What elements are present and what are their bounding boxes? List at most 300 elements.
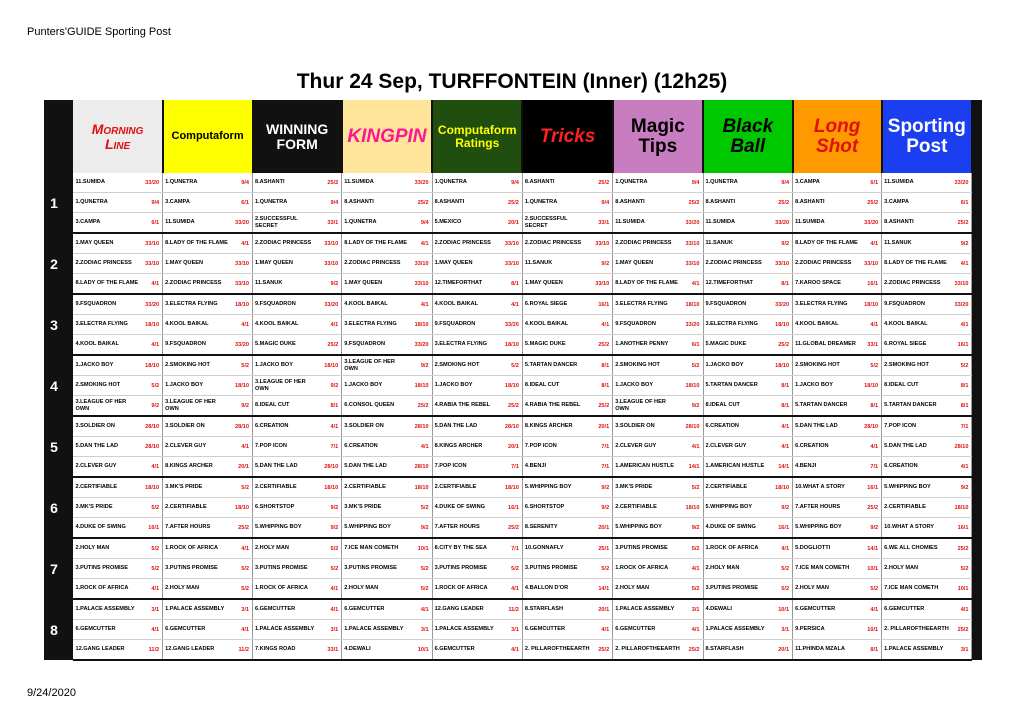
position-marker — [64, 457, 73, 478]
odds: 5/2 — [682, 538, 703, 559]
horse-name: 1.QUNETRA — [703, 173, 772, 193]
horse-name: 5.MAGIC DUKE — [703, 335, 772, 356]
horse-name: 6.CREATION — [882, 457, 952, 478]
horse-name: 3.LEAGUE OF HER OWN — [163, 396, 232, 417]
odds: 16/1 — [951, 335, 972, 356]
column-header-line1: Computaform — [171, 129, 244, 142]
horse-name: 2. PILLAROFTHEEARTH — [613, 640, 683, 661]
odds: 25/2 — [772, 193, 793, 213]
edge-cell — [972, 599, 982, 620]
horse-name: 4.BENJI — [793, 457, 861, 478]
horse-name: 12.TIMEFORTHAT — [432, 274, 501, 295]
edge-cell — [972, 620, 982, 640]
horse-name: 7.POP ICON — [522, 437, 592, 457]
horse-name: 9.PERSICA — [793, 620, 861, 640]
odds: 10/1 — [951, 579, 972, 600]
odds: 4/1 — [321, 416, 342, 437]
column-header — [522, 100, 612, 173]
odds: 9/2 — [772, 498, 793, 518]
edge-cell — [972, 193, 982, 213]
horse-name: 5.WHIPPING BOY — [882, 477, 952, 498]
horse-name: 6.GEMCUTTER — [613, 620, 683, 640]
column-header-line1: Computaform — [437, 122, 517, 137]
position-marker — [64, 396, 73, 417]
odds: 9/2 — [951, 477, 972, 498]
column-header — [793, 100, 882, 173]
horse-name: 2.ZODIAC PRINCESS — [703, 254, 772, 274]
horse-name: 9.FSQUADRON — [613, 315, 683, 335]
horse-name: 2. PILLAROFTHEEARTH — [522, 640, 592, 661]
horse-name: 3.ELECTRA FLYING — [163, 294, 232, 315]
horse-name: 8.IDEAL CUT — [522, 376, 592, 396]
odds: 6/1 — [232, 193, 253, 213]
odds: 33/10 — [592, 233, 613, 254]
horse-name: 11.SANUK — [522, 254, 592, 274]
odds: 5/2 — [861, 355, 882, 376]
horse-name: 2.CLEVER GUY — [613, 437, 683, 457]
odds: 9/2 — [321, 518, 342, 539]
horse-name: 2.HOLY MAN — [253, 538, 321, 559]
odds: 33/10 — [232, 254, 253, 274]
horse-name: 3.SOLDIER ON — [73, 416, 141, 437]
horse-name: 9.FSQUADRON — [163, 335, 232, 356]
column-header-line1: Magic — [630, 115, 685, 137]
table-row — [44, 599, 982, 620]
odds: 5/2 — [232, 477, 253, 498]
column-header-line1: Tricks — [539, 125, 596, 147]
race-number: 5 — [44, 416, 64, 477]
position-marker — [64, 437, 73, 457]
horse-name: 1.PALACE ASSEMBLY — [882, 640, 952, 661]
horse-name: 3.PUTINS PROMISE — [253, 559, 321, 579]
odds: 33/10 — [411, 254, 432, 274]
horse-name: 8.LADY OF THE FLAME — [882, 254, 952, 274]
horse-name: 1.MAY QUEEN — [432, 254, 501, 274]
horse-name: 1.ROCK OF AFRICA — [613, 559, 683, 579]
odds: 28/10 — [951, 437, 972, 457]
race-number: 3 — [44, 294, 64, 355]
odds: 20/1 — [232, 457, 253, 478]
horse-name: 5.MEXICO — [432, 213, 501, 234]
horse-name: 8.IDEAL CUT — [703, 396, 772, 417]
edge-cell — [972, 579, 982, 600]
horse-name: 1.ROCK OF AFRICA — [703, 538, 772, 559]
odds: 4/1 — [502, 294, 523, 315]
odds: 33/10 — [502, 233, 523, 254]
edge-cell — [972, 416, 982, 437]
edge-cell — [972, 355, 982, 376]
horse-name: 2.CERTIFIABLE — [342, 477, 411, 498]
horse-name: 7.KAROO SPACE — [793, 274, 861, 295]
odds: 6/1 — [951, 193, 972, 213]
horse-name: 3.SOLDIER ON — [163, 416, 232, 437]
horse-name: 5.MAGIC DUKE — [522, 335, 592, 356]
column-header-line2: Post — [906, 135, 948, 157]
odds: 14/1 — [682, 457, 703, 478]
table-row — [44, 254, 982, 274]
position-marker — [64, 315, 73, 335]
horse-name: 2.ZODIAC PRINCESS — [73, 254, 141, 274]
header-row — [44, 100, 982, 173]
odds: 9/4 — [321, 193, 342, 213]
horse-name: 3.ELECTRA FLYING — [613, 294, 683, 315]
odds: 33/1 — [861, 335, 882, 356]
column-header — [253, 100, 342, 173]
horse-name: 7.POP ICON — [253, 437, 321, 457]
position-marker — [64, 294, 73, 315]
horse-name: 5.WHIPPING BOY — [793, 518, 861, 539]
odds: 28/10 — [502, 416, 523, 437]
odds: 10/1 — [861, 559, 882, 579]
column-header-line2: Ball — [730, 135, 766, 157]
horse-name: 7.AFTER HOURS — [432, 518, 501, 539]
odds: 10/1 — [411, 640, 432, 661]
odds: 5/2 — [682, 355, 703, 376]
horse-name: 1.ROCK OF AFRICA — [163, 538, 232, 559]
horse-name: 5.DAN THE LAD — [793, 416, 861, 437]
odds: 33/20 — [321, 294, 342, 315]
odds: 33/10 — [682, 254, 703, 274]
horse-name: 2.CLEVER GUY — [73, 457, 141, 478]
odds: 5/2 — [682, 477, 703, 498]
odds: 25/2 — [592, 640, 613, 661]
odds: 18/10 — [772, 315, 793, 335]
horse-name: 7.ICE MAN COMETH — [793, 559, 861, 579]
odds: 28/10 — [411, 457, 432, 478]
race-number: 2 — [44, 233, 64, 294]
odds: 5/2 — [772, 559, 793, 579]
odds: 28/10 — [411, 416, 432, 437]
odds: 9/2 — [411, 355, 432, 376]
horse-name: 8.ASHANTI — [882, 213, 952, 234]
horse-name: 4.DEWALI — [342, 640, 411, 661]
column-header-line2: FORM — [276, 135, 318, 152]
horse-name: 4.BENJI — [522, 457, 592, 478]
horse-name: 5.DAN THE LAD — [342, 457, 411, 478]
odds: 25/2 — [321, 173, 342, 193]
position-marker — [64, 620, 73, 640]
horse-name: 6.CREATION — [703, 416, 772, 437]
horse-name: 1.ROCK OF AFRICA — [253, 579, 321, 600]
horse-name: 2.SMOKING HOT — [432, 355, 501, 376]
table-row — [44, 213, 982, 234]
horse-name: 5.MAGIC DUKE — [253, 335, 321, 356]
odds: 16/1 — [861, 477, 882, 498]
odds: 25/2 — [592, 335, 613, 356]
odds: 4/1 — [682, 559, 703, 579]
table-row — [44, 620, 982, 640]
horse-name: 4.KOOL BAIKAL — [253, 315, 321, 335]
horse-name: 1.MAY QUEEN — [73, 233, 141, 254]
horse-name: 1.QUNETRA — [163, 173, 232, 193]
column-header-line1: Black — [722, 115, 774, 137]
horse-name: 3.CAMPA — [163, 193, 232, 213]
odds: 33/1 — [321, 640, 342, 661]
odds: 4/1 — [321, 599, 342, 620]
horse-name: 2.SMOKING HOT — [793, 355, 861, 376]
page-title: Thur 24 Sep, TURFFONTEIN (Inner) (12h25) — [296, 70, 728, 93]
odds: 25/2 — [592, 173, 613, 193]
odds: 33/10 — [142, 233, 163, 254]
horse-name: 5.TARTAN DANCER — [793, 396, 861, 417]
horse-name: 1.QUNETRA — [73, 193, 141, 213]
horse-name: 8.ASHANTI — [522, 173, 592, 193]
odds: 9/4 — [682, 173, 703, 193]
odds: 18/10 — [682, 294, 703, 315]
horse-name: 4.DEWALI — [703, 599, 772, 620]
table-row — [44, 173, 982, 193]
horse-name: 1.ROCK OF AFRICA — [73, 579, 141, 600]
column-header-line2: Ratings — [455, 135, 500, 150]
horse-name: 11.GLOBAL DREAMER — [793, 335, 861, 356]
odds: 33/10 — [502, 254, 523, 274]
column-header — [342, 100, 432, 173]
horse-name: 2.ZODIAC PRINCESS — [522, 233, 592, 254]
odds: 20/1 — [502, 437, 523, 457]
horse-name: 11.SUMIDA — [163, 213, 232, 234]
horse-name: 6.GEMCUTTER — [793, 599, 861, 620]
odds: 8/1 — [772, 396, 793, 417]
odds: 18/10 — [502, 477, 523, 498]
horse-name: 11.SUMIDA — [882, 173, 952, 193]
horse-name: 10.WHAT A STORY — [882, 518, 952, 539]
position-marker — [64, 355, 73, 376]
odds: 9/2 — [411, 518, 432, 539]
odds: 18/10 — [411, 477, 432, 498]
odds: 3/1 — [142, 599, 163, 620]
edge-cell — [972, 538, 982, 559]
odds: 3/1 — [232, 599, 253, 620]
odds: 11/2 — [502, 599, 523, 620]
odds: 25/2 — [232, 518, 253, 539]
horse-name: 1.PALACE ASSEMBLY — [703, 620, 772, 640]
odds: 5/2 — [502, 355, 523, 376]
odds: 33/20 — [772, 294, 793, 315]
odds: 3/1 — [682, 599, 703, 620]
horse-name: 1.QUNETRA — [522, 193, 592, 213]
odds: 9/2 — [592, 254, 613, 274]
horse-name: 3.CAMPA — [793, 173, 861, 193]
horse-name: 2.HOLY MAN — [882, 559, 952, 579]
odds: 4/1 — [411, 233, 432, 254]
horse-name: 6.ROYAL SIEGE — [882, 335, 952, 356]
position-marker — [64, 416, 73, 437]
horse-name: 1.PALACE ASSEMBLY — [613, 599, 683, 620]
horse-name: 1.QUNETRA — [253, 193, 321, 213]
column-header — [613, 100, 703, 173]
odds: 28/10 — [861, 416, 882, 437]
odds: 9/2 — [232, 396, 253, 417]
horse-name: 11.SUMIDA — [73, 173, 141, 193]
edge-cell — [972, 233, 982, 254]
odds: 3/1 — [321, 620, 342, 640]
odds: 4/1 — [861, 599, 882, 620]
odds: 33/20 — [232, 335, 253, 356]
table-row — [44, 335, 982, 356]
horse-name: 4.RABIA THE REBEL — [432, 396, 501, 417]
horse-name: 2.CLEVER GUY — [163, 437, 232, 457]
edge-cell — [972, 173, 982, 193]
horse-name: 5.TARTAN DANCER — [522, 355, 592, 376]
table-row — [44, 376, 982, 396]
horse-name: 2.HOLY MAN — [613, 579, 683, 600]
odds: 3/1 — [502, 620, 523, 640]
position-marker — [64, 335, 73, 356]
horse-name: 8.SERENITY — [522, 518, 592, 539]
horse-name: 3.ELECTRA FLYING — [342, 315, 411, 335]
position-marker — [64, 579, 73, 600]
horse-name: 1.JACKO BOY — [793, 376, 861, 396]
horse-name: 3.PUTINS PROMISE — [432, 559, 501, 579]
horse-name: 5.TARTAN DANCER — [703, 376, 772, 396]
odds: 25/2 — [411, 396, 432, 417]
horse-name: 2.SUCCESSFUL SECRET — [253, 213, 321, 234]
horse-name: 3.LEAGUE OF HER OWN — [342, 355, 411, 376]
odds: 25/2 — [861, 498, 882, 518]
odds: 5/2 — [321, 559, 342, 579]
horse-name: 4.KOOL BAIKAL — [882, 315, 952, 335]
odds: 33/20 — [411, 173, 432, 193]
horse-name: 11.SUMIDA — [703, 213, 772, 234]
odds: 6/1 — [142, 213, 163, 234]
horse-name: 1.ANOTHER PENNY — [613, 335, 683, 356]
horse-name: 8.ASHANTI — [253, 173, 321, 193]
odds: 33/20 — [502, 315, 523, 335]
corner-cell — [44, 100, 73, 173]
horse-name: 12.GANG LEADER — [163, 640, 232, 661]
header-label: Punters'GUIDE Sporting Post — [27, 26, 171, 38]
odds: 9/4 — [592, 193, 613, 213]
odds: 33/10 — [861, 254, 882, 274]
horse-name: 3.LEAGUE OF HER OWN — [253, 376, 321, 396]
horse-name: 1.JACKO BOY — [613, 376, 683, 396]
horse-name: 4.KOOL BAIKAL — [793, 315, 861, 335]
horse-name: 6.CONSOL QUEEN — [342, 396, 411, 417]
odds: 33/20 — [772, 213, 793, 234]
horse-name: 4.KOOL BAIKAL — [522, 315, 592, 335]
column-header-line2: Shot — [816, 135, 859, 157]
odds: 33/20 — [682, 213, 703, 234]
edge-cell — [972, 518, 982, 539]
horse-name: 5.WHIPPING BOY — [522, 477, 592, 498]
horse-name: 1.PALACE ASSEMBLY — [342, 620, 411, 640]
odds: 18/10 — [411, 315, 432, 335]
odds: 33/10 — [321, 254, 342, 274]
odds: 5/2 — [502, 559, 523, 579]
horse-name: 1.JACKO BOY — [703, 355, 772, 376]
odds: 9/4 — [142, 193, 163, 213]
race-number: 6 — [44, 477, 64, 538]
column-header-line1: KINGPIN — [347, 125, 427, 147]
odds: 9/2 — [682, 396, 703, 417]
horse-name: 8.CITY BY THE SEA — [432, 538, 501, 559]
horse-name: 3.MK'S PRIDE — [342, 498, 411, 518]
odds: 18/10 — [232, 498, 253, 518]
column-header-line1: Long — [813, 115, 861, 137]
position-marker — [64, 518, 73, 539]
odds: 25/2 — [321, 335, 342, 356]
odds: 33/10 — [951, 274, 972, 295]
odds: 9/2 — [682, 518, 703, 539]
odds: 25/2 — [411, 193, 432, 213]
horse-name: 5.DAN THE LAD — [253, 457, 321, 478]
horse-name: 3.SOLDIER ON — [342, 416, 411, 437]
position-marker — [64, 498, 73, 518]
odds: 25/2 — [772, 335, 793, 356]
column-header — [73, 100, 162, 173]
odds: 4/1 — [321, 579, 342, 600]
odds: 7/1 — [502, 457, 523, 478]
table-row — [44, 355, 982, 376]
horse-name: 2.CERTIFIABLE — [253, 477, 321, 498]
odds: 8/1 — [951, 376, 972, 396]
odds: 20/1 — [592, 599, 613, 620]
position-marker — [64, 640, 73, 661]
column-header-line2: Tips — [638, 135, 678, 157]
odds: 4/1 — [951, 254, 972, 274]
odds: 7/1 — [951, 416, 972, 437]
table-row — [44, 274, 982, 295]
horse-name: 3.MK'S PRIDE — [163, 477, 232, 498]
horse-name: 4.DUKE OF SWING — [703, 518, 772, 539]
odds: 33/20 — [951, 173, 972, 193]
odds: 7/1 — [592, 437, 613, 457]
odds: 20/1 — [772, 640, 793, 661]
horse-name: 9.FSQUADRON — [253, 294, 321, 315]
race-number: 1 — [44, 173, 64, 233]
horse-name: 5.DAN THE LAD — [73, 437, 141, 457]
edge-cell — [972, 457, 982, 478]
horse-name: 9.FSQUADRON — [342, 335, 411, 356]
odds: 4/1 — [861, 315, 882, 335]
odds: 5/2 — [861, 579, 882, 600]
odds: 5/2 — [411, 498, 432, 518]
odds: 4/1 — [142, 620, 163, 640]
horse-name: 4.KOOL BAIKAL — [432, 294, 501, 315]
horse-name: 2.HOLY MAN — [163, 579, 232, 600]
horse-name: 2.ZODIAC PRINCESS — [163, 274, 232, 295]
horse-name: 6.GEMCUTTER — [253, 599, 321, 620]
odds: 9/4 — [502, 173, 523, 193]
odds: 4/1 — [232, 538, 253, 559]
horse-name: 7.KINGS ROAD — [253, 640, 321, 661]
odds: 4/1 — [682, 274, 703, 295]
race-number: 7 — [44, 538, 64, 599]
horse-name: 8.KINGS ARCHER — [432, 437, 501, 457]
odds: 8/1 — [861, 640, 882, 661]
odds: 4/1 — [682, 437, 703, 457]
horse-name: 6.SHORTSTOP — [522, 498, 592, 518]
edge-cell — [972, 335, 982, 356]
horse-name: 2.CERTIFIABLE — [73, 477, 141, 498]
table-row — [44, 457, 982, 478]
horse-name: 2.CERTIFIABLE — [163, 498, 232, 518]
horse-name: 8.KINGS ARCHER — [522, 416, 592, 437]
table-row — [44, 315, 982, 335]
horse-name: 7.ICE MAN COMETH — [342, 538, 411, 559]
odds: 28/10 — [682, 416, 703, 437]
horse-name: 8.ASHANTI — [613, 193, 683, 213]
horse-name: 2.CLEVER GUY — [703, 437, 772, 457]
position-marker — [64, 233, 73, 254]
odds: 33/20 — [232, 213, 253, 234]
horse-name: 3.PUTINS PROMISE — [613, 538, 683, 559]
odds: 4/1 — [951, 315, 972, 335]
odds: 33/20 — [142, 173, 163, 193]
edge-cell — [972, 640, 982, 661]
odds: 14/1 — [861, 538, 882, 559]
odds: 4/1 — [411, 599, 432, 620]
